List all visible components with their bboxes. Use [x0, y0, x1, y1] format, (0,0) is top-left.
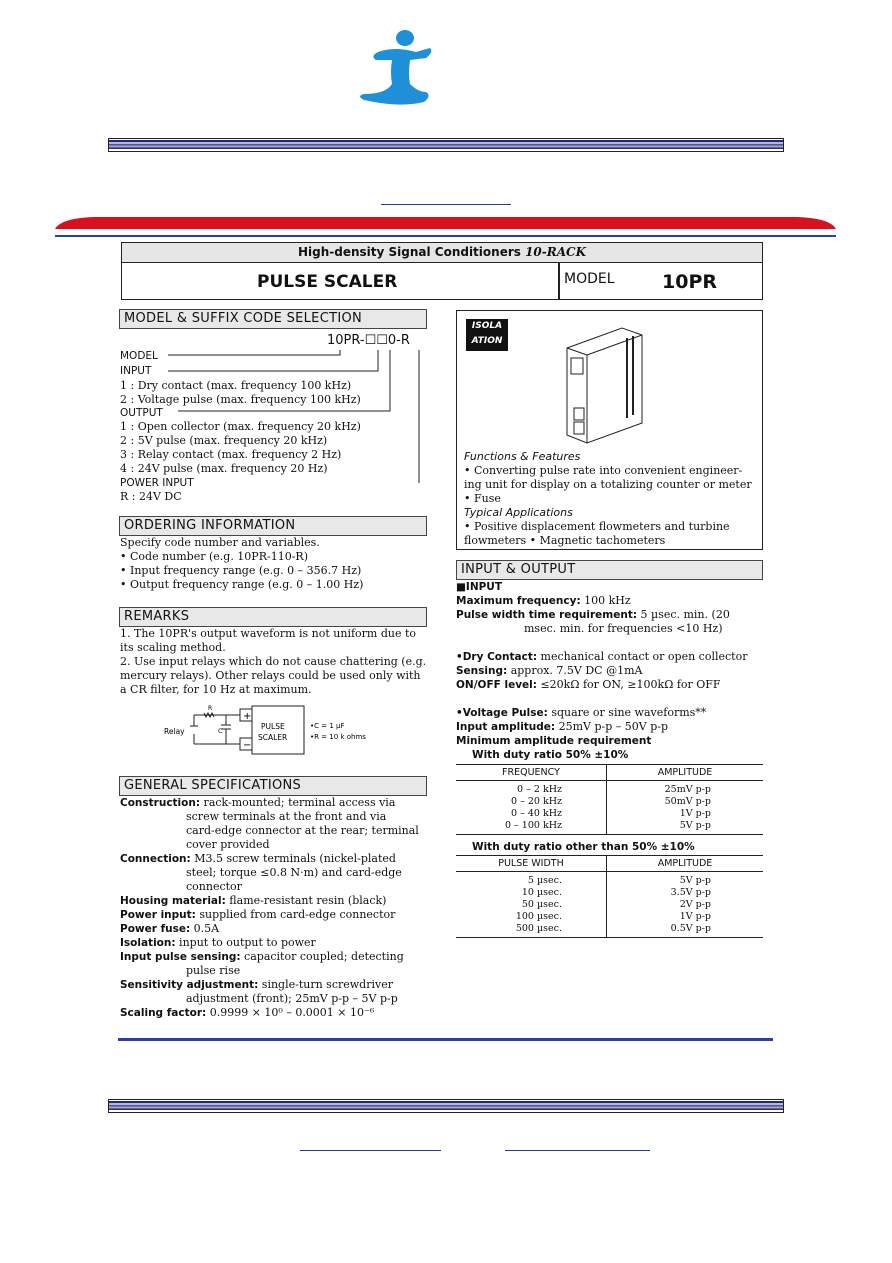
table-row [456, 923, 763, 938]
general-spec-line [120, 894, 386, 908]
general-spec-value: screw terminals at the front and via [186, 810, 387, 823]
io-dry-value: mechanical contact or open collector [537, 650, 748, 663]
general-spec-line [186, 810, 386, 824]
features-box [456, 310, 763, 550]
remarks-line: mercury relays). Other relays could be used only with [120, 669, 421, 682]
general-spec-key: Isolation: [120, 937, 176, 949]
svg-text:−: − [243, 740, 252, 751]
io-pulse-width-key: Pulse width time requirement: [456, 609, 638, 621]
table-cell-left: 5 µsec. [527, 875, 562, 886]
io-pulse-width-cont: msec. min. for frequencies <10 Hz) [524, 622, 723, 635]
model-divider [558, 262, 560, 299]
circuit-box-label-1: PULSE [261, 722, 285, 731]
io-dry-contact [456, 650, 747, 664]
general-spec-line [120, 796, 395, 810]
io-sensing-value: approx. 7.5V DC @1mA [507, 664, 643, 677]
general-spec-value: capacitor coupled; detecting [240, 950, 404, 963]
table-cell-right: 50mV p-p [607, 796, 764, 808]
table-cell-right: 0.5V p-p [607, 923, 764, 938]
io-amp-value: 25mV p-p – 50V p-p [555, 720, 669, 733]
badge-line-2: ATION [471, 336, 503, 346]
table-cell-left: 100 µsec. [515, 911, 562, 922]
circuit-note-1: •C = 1 µF [310, 722, 345, 730]
table-row [456, 820, 763, 835]
io-volt-key: •Voltage Pulse: [456, 707, 548, 719]
svg-text:+: + [243, 711, 252, 722]
table2-header-amplitude: AMPLITUDE [607, 856, 764, 872]
power-item: R : 24V DC [120, 490, 182, 503]
io-onoff-value: ≤20kΩ for ON, ≥100kΩ for OFF [536, 678, 721, 691]
io-voltage-pulse [456, 706, 706, 720]
functions-line: • Converting pulse rate into convenient engineer- [464, 464, 743, 477]
io-amp-key: Input amplitude: [456, 721, 556, 733]
io-input-amplitude [456, 720, 668, 734]
general-spec-value: adjustment (front); 25mV p-p – 5V p-p [186, 992, 398, 1005]
input-item: 2 : Voltage pulse (max. frequency 100 kHz) [120, 393, 361, 406]
remarks-line: a CR filter, for 10 Hz at maximum. [120, 683, 312, 696]
general-spec-value: supplied from card-edge connector [195, 908, 396, 921]
io-sensing-key: Sensing: [456, 665, 508, 677]
table-cell-right: 5V p-p [607, 820, 764, 835]
ordering-item: • Code number (e.g. 10PR-110-R) [120, 550, 308, 563]
table-cell-left: 0 – 20 kHz [511, 796, 562, 807]
general-spec-value: input to output to power [175, 936, 316, 949]
applications-line: flowmeters • Magnetic tachometers [464, 534, 666, 547]
io-duty-2: With duty ratio other than 50% ±10% [472, 841, 695, 853]
general-spec-line [186, 866, 402, 880]
table-row [456, 887, 763, 899]
io-pulse-width [456, 608, 730, 622]
general-spec-value: cover provided [186, 838, 270, 851]
company-logo-icon [350, 22, 440, 108]
general-spec-value: pulse rise [186, 964, 241, 977]
general-spec-value: M3.5 screw terminals (nickel-plated [190, 852, 396, 865]
model-suffix-heading: MODEL & SUFFIX CODE SELECTION [119, 309, 427, 329]
io-onoff [456, 678, 721, 692]
io-heading: INPUT & OUTPUT [456, 560, 763, 580]
table-cell-right: 1V p-p [607, 911, 764, 923]
applications-heading: Typical Applications [464, 506, 573, 519]
io-pulse-width-value: 5 µsec. min. (20 [637, 608, 730, 621]
table-row [456, 911, 763, 923]
output-item: 2 : 5V pulse (max. frequency 20 kHz) [120, 434, 328, 447]
io-onoff-key: ON/OFF level: [456, 679, 537, 691]
table1-header-amplitude: AMPLITUDE [607, 765, 764, 781]
applications-line: • Positive displacement flowmeters and turbine [464, 520, 730, 533]
circuit-box-label-2: SCALER [258, 733, 288, 742]
circuit-c-label: C [218, 727, 223, 735]
table-cell-left: 0 – 2 kHz [517, 784, 562, 795]
badge-line-1: ISOLA [471, 321, 503, 331]
table-cell-right: 5V p-p [607, 872, 764, 888]
io-duty-1: With duty ratio 50% ±10% [472, 749, 629, 761]
circuit-note-2: •R = 10 k ohms [310, 733, 366, 741]
isolation-badge [466, 319, 508, 351]
general-spec-line [186, 964, 240, 978]
io-sensing [456, 664, 642, 678]
circuit-relay-label: Relay [164, 727, 185, 736]
general-spec-value: 0.9999 × 10⁰ – 0.0001 × 10⁻⁶ [206, 1006, 375, 1019]
general-spec-line [120, 1006, 374, 1020]
general-spec-key: Connection: [120, 853, 191, 865]
input-item: 1 : Dry contact (max. frequency 100 kHz) [120, 379, 352, 392]
subtitle-prefix: High-density Signal Conditioners [297, 245, 526, 259]
io-max-freq-key: Maximum frequency: [456, 595, 581, 607]
output-item: 1 : Open collector (max. frequency 20 kHz) [120, 420, 361, 433]
io-input-label: ■INPUT [456, 581, 502, 593]
pulse-width-amplitude-table [456, 855, 763, 938]
general-heading: GENERAL SPECIFICATIONS [119, 776, 427, 796]
general-spec-line [120, 936, 316, 950]
ordering-heading: ORDERING INFORMATION [119, 516, 427, 536]
model-label-line: MODEL [120, 350, 158, 362]
general-spec-value: steel; torque ≤0.8 N·m) and card-edge [186, 866, 402, 879]
remarks-heading: REMARKS [119, 607, 427, 627]
circuit-r-label: R [208, 705, 213, 712]
table-cell-right: 25mV p-p [607, 781, 764, 797]
table-row [456, 781, 763, 797]
general-spec-key: Construction: [120, 797, 201, 809]
io-max-freq [456, 594, 631, 608]
model-code: 10PR-☐☐0-R [327, 333, 410, 348]
general-spec-line [120, 978, 393, 992]
general-spec-line [186, 824, 419, 838]
table-cell-left: 0 – 40 kHz [511, 808, 562, 819]
general-spec-line [120, 950, 404, 964]
frequency-amplitude-table [456, 764, 763, 835]
footer-stripe [108, 1099, 784, 1113]
title-box [121, 242, 763, 300]
general-spec-key: Input pulse sensing: [120, 951, 241, 963]
table2-header-pulse-width: PULSE WIDTH [456, 856, 607, 872]
functions-line: • Fuse [464, 492, 501, 505]
model-label: MODEL [564, 271, 615, 287]
output-item: 3 : Relay contact (max. frequency 2 Hz) [120, 448, 342, 461]
table-cell-left: 500 µsec. [456, 923, 607, 938]
relay-circuit-diagram [160, 700, 385, 760]
table-cell-right: 2V p-p [607, 899, 764, 911]
io-max-freq-value: 100 kHz [580, 594, 631, 607]
table-cell-left: 10 µsec. [521, 887, 562, 898]
product-name: PULSE SCALER [257, 272, 398, 292]
remarks-line: its scaling method. [120, 641, 226, 654]
general-spec-value: rack-mounted; terminal access via [200, 796, 396, 809]
subtitle-series: 10-RACK [525, 245, 587, 259]
table1-header-frequency: FREQUENCY [456, 765, 607, 781]
ordering-item: • Input frequency range (e.g. 0 – 356.7 Hz) [120, 564, 362, 577]
general-spec-value: card-edge connector at the rear; terminal [186, 824, 419, 837]
ordering-item: • Output frequency range (e.g. 0 – 1.00 Hz) [120, 578, 364, 591]
output-item: 4 : 24V pulse (max. frequency 20 Hz) [120, 462, 328, 475]
power-label-line: POWER INPUT [120, 477, 194, 489]
header-link-underline[interactable] [381, 204, 511, 205]
footer-rule [118, 1038, 773, 1041]
general-spec-line [120, 922, 219, 936]
input-label-line: INPUT [120, 365, 152, 377]
footer-link-underline-2[interactable] [505, 1150, 650, 1151]
header-stripe [108, 138, 784, 152]
output-label-line: OUTPUT [120, 407, 163, 419]
remarks-line: 2. Use input relays which do not cause chattering (e.g. [120, 655, 427, 668]
table-row [456, 899, 763, 911]
table-cell-right: 1V p-p [607, 808, 764, 820]
general-spec-key: Sensitivity adjustment: [120, 979, 259, 991]
general-spec-line [186, 838, 270, 852]
table-row [456, 872, 763, 888]
io-dry-key: •Dry Contact: [456, 651, 538, 663]
general-spec-key: Power fuse: [120, 923, 191, 935]
functions-heading: Functions & Features [464, 450, 581, 463]
general-spec-key: Housing material: [120, 895, 226, 907]
general-spec-line [120, 852, 396, 866]
general-spec-line [120, 908, 395, 922]
general-spec-line [186, 992, 398, 1006]
table-row [456, 808, 763, 820]
model-number: 10PR [662, 271, 717, 293]
red-banner [55, 215, 836, 241]
table-row [456, 796, 763, 808]
general-spec-value: 0.5A [190, 922, 220, 935]
subtitle [122, 243, 762, 263]
module-illustration [527, 323, 677, 448]
ordering-intro: Specify code number and variables. [120, 536, 320, 549]
general-spec-value: connector [186, 880, 242, 893]
general-spec-value: flame-resistant resin (black) [225, 894, 387, 907]
io-volt-value: square or sine waveforms** [547, 706, 707, 719]
general-spec-value: single-turn screwdriver [258, 978, 393, 991]
footer-link-underline-1[interactable] [300, 1150, 441, 1151]
general-spec-key: Power input: [120, 909, 196, 921]
table-cell-left: 50 µsec. [521, 899, 562, 910]
remarks-line: 1. The 10PR's output waveform is not uniform due to [120, 627, 417, 640]
functions-line: ing unit for display on a totalizing counter or meter [464, 478, 752, 491]
general-spec-line [186, 880, 242, 894]
table-cell-left: 0 – 100 kHz [456, 820, 607, 835]
table-cell-right: 3.5V p-p [607, 887, 764, 899]
general-spec-key: Scaling factor: [120, 1007, 207, 1019]
io-min-amplitude: Minimum amplitude requirement [456, 735, 652, 747]
